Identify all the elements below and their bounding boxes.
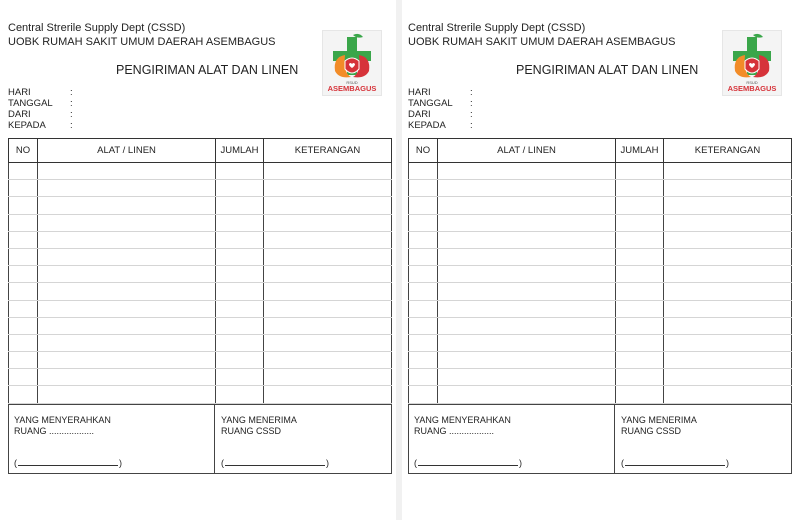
page-gutter [396,0,402,520]
table-row [409,214,792,231]
table-cell[interactable] [38,369,216,386]
items-table [8,138,392,404]
table-cell[interactable] [264,352,392,369]
table-cell[interactable] [664,300,792,317]
table-cell[interactable] [216,369,264,386]
receiver-signature-line: ( ) [621,458,729,468]
col-header-item: ALAT / LINEN [438,139,616,163]
table-row [9,283,392,300]
table-cell[interactable] [38,266,216,283]
table-row [9,386,392,403]
col-header-no: NO [409,139,438,163]
hospital-logo [722,30,782,96]
table-row [9,334,392,351]
form-title: PENGIRIMAN ALAT DAN LINEN [516,63,699,77]
table-cell[interactable] [9,300,38,317]
table-cell[interactable] [409,283,438,300]
col-header-notes: KETERANGAN [264,139,392,163]
table-cell[interactable] [616,266,664,283]
field-dari: DARI : [8,109,73,120]
table-cell[interactable] [438,214,616,231]
table-cell[interactable] [409,197,438,214]
table-cell[interactable] [216,231,264,248]
delivery-form-left [8,10,396,490]
table-cell[interactable] [409,352,438,369]
table-cell[interactable] [38,248,216,265]
sender-title: YANG MENYERAHKAN [14,415,111,425]
table-cell[interactable] [38,163,216,180]
field-tanggal: TANGGAL : [408,98,473,109]
field-kepada: KEPADA : [8,120,73,131]
table-cell[interactable] [264,386,392,403]
table-row [409,283,792,300]
table-cell[interactable] [38,352,216,369]
table-row [409,369,792,386]
table-cell[interactable] [664,163,792,180]
table-cell[interactable] [438,300,616,317]
table-cell[interactable] [438,283,616,300]
table-row [409,300,792,317]
table-cell[interactable] [616,334,664,351]
logo-caption: ASEMBAGUS [327,84,377,93]
table-row [409,386,792,403]
table-cell[interactable] [9,334,38,351]
table-row [9,369,392,386]
sender-block [14,415,111,437]
table-row [9,317,392,334]
table-cell[interactable] [409,231,438,248]
table-cell[interactable] [409,248,438,265]
table-cell[interactable] [664,214,792,231]
col-header-notes: KETERANGAN [664,139,792,163]
table-row [9,352,392,369]
table-cell[interactable] [409,163,438,180]
table-cell[interactable] [409,317,438,334]
table-row [409,317,792,334]
table-cell[interactable] [438,180,616,197]
table-cell[interactable] [264,231,392,248]
logo-caption: ASEMBAGUS [727,84,777,93]
table-cell[interactable] [264,369,392,386]
table-cell[interactable] [216,283,264,300]
table-cell[interactable] [216,317,264,334]
table-cell[interactable] [38,214,216,231]
col-header-qty: JUMLAH [216,139,264,163]
table-cell[interactable] [438,266,616,283]
table-cell[interactable] [438,386,616,403]
table-cell[interactable] [664,317,792,334]
field-tanggal: TANGGAL : [8,98,73,109]
sender-title: YANG MENYERAHKAN [414,415,511,425]
table-cell[interactable] [9,317,38,334]
table-cell[interactable] [264,266,392,283]
sender-room: RUANG .................. [14,426,95,436]
logo-tagline: RSUD [746,80,758,85]
col-header-qty: JUMLAH [616,139,664,163]
receiver-block [221,415,297,437]
table-cell[interactable] [616,231,664,248]
table-cell[interactable] [664,386,792,403]
table-cell[interactable] [438,369,616,386]
signature-block [8,404,392,474]
signature-divider [214,405,215,473]
table-cell[interactable] [616,386,664,403]
table-cell[interactable] [264,214,392,231]
table-cell[interactable] [409,180,438,197]
receiver-title: YANG MENERIMA [221,415,297,425]
table-cell[interactable] [616,352,664,369]
table-cell[interactable] [38,317,216,334]
signature-block [408,404,792,474]
table-cell[interactable] [216,248,264,265]
table-cell[interactable] [216,266,264,283]
table-row [409,266,792,283]
dept-name: Central Strerile Supply Dept (CSSD) [8,22,186,34]
table-cell[interactable] [409,214,438,231]
table-cell[interactable] [264,334,392,351]
table-cell[interactable] [9,369,38,386]
receiver-room: RUANG CSSD [221,426,282,436]
table-cell[interactable] [616,180,664,197]
table-cell[interactable] [264,283,392,300]
receiver-signature-line: ( ) [221,458,329,468]
field-dari: DARI : [408,109,473,120]
table-cell[interactable] [9,214,38,231]
table-cell[interactable] [216,352,264,369]
sender-signature-line: ( ) [14,458,122,468]
field-kepada: KEPADA : [408,120,473,131]
table-cell[interactable] [438,231,616,248]
table-row [9,300,392,317]
sender-block [414,415,511,437]
table-cell[interactable] [9,283,38,300]
sender-signature-line: ( ) [414,458,522,468]
table-row [9,231,392,248]
table-cell[interactable] [38,231,216,248]
table-cell[interactable] [438,334,616,351]
table-cell[interactable] [264,180,392,197]
table-cell[interactable] [9,180,38,197]
table-cell[interactable] [616,163,664,180]
table-cell[interactable] [409,369,438,386]
table-cell[interactable] [664,197,792,214]
delivery-form-right [408,10,796,490]
hospital-name: UOBK RUMAH SAKIT UMUM DAERAH ASEMBAGUS [408,36,676,48]
field-hari: HARI : [408,87,473,98]
table-cell[interactable] [616,197,664,214]
table-cell[interactable] [438,248,616,265]
table-cell[interactable] [616,248,664,265]
table-row [9,266,392,283]
table-cell[interactable] [216,163,264,180]
table-cell[interactable] [664,369,792,386]
table-row [409,352,792,369]
table-cell[interactable] [216,180,264,197]
table-cell[interactable] [216,300,264,317]
table-row [9,163,392,180]
table-cell[interactable] [409,386,438,403]
dept-name: Central Strerile Supply Dept (CSSD) [408,22,586,34]
table-cell[interactable] [216,334,264,351]
table-cell[interactable] [216,386,264,403]
table-cell[interactable] [616,283,664,300]
col-header-no: NO [9,139,38,163]
table-cell[interactable] [264,248,392,265]
table-cell[interactable] [264,197,392,214]
signature-divider [614,405,615,473]
table-cell[interactable] [664,352,792,369]
table-row [409,248,792,265]
table-row [9,180,392,197]
table-row [409,163,792,180]
table-cell[interactable] [216,197,264,214]
table-cell[interactable] [9,386,38,403]
table-cell[interactable] [264,317,392,334]
table-cell[interactable] [616,317,664,334]
receiver-room: RUANG CSSD [621,426,682,436]
items-table [408,138,792,404]
receiver-block [621,415,697,437]
table-cell[interactable] [38,386,216,403]
table-cell[interactable] [216,214,264,231]
table-row [409,180,792,197]
table-cell[interactable] [38,334,216,351]
table-cell[interactable] [38,300,216,317]
table-cell[interactable] [9,231,38,248]
hospital-logo [322,30,382,96]
form-title: PENGIRIMAN ALAT DAN LINEN [116,63,299,77]
table-row [409,231,792,248]
table-cell[interactable] [9,197,38,214]
table-cell[interactable] [438,352,616,369]
sender-room: RUANG .................. [414,426,495,436]
table-cell[interactable] [409,300,438,317]
table-cell[interactable] [9,266,38,283]
table-row [409,197,792,214]
table-cell[interactable] [409,334,438,351]
logo-tagline: RSUD [346,80,358,85]
table-row [9,214,392,231]
table-cell[interactable] [616,300,664,317]
table-cell[interactable] [664,231,792,248]
table-row [409,334,792,351]
table-cell[interactable] [9,352,38,369]
receiver-title: YANG MENERIMA [621,415,697,425]
table-cell[interactable] [438,163,616,180]
table-cell[interactable] [264,163,392,180]
table-cell[interactable] [664,180,792,197]
table-cell[interactable] [264,300,392,317]
hospital-name: UOBK RUMAH SAKIT UMUM DAERAH ASEMBAGUS [8,36,276,48]
table-cell[interactable] [409,266,438,283]
table-cell[interactable] [664,334,792,351]
col-header-item: ALAT / LINEN [38,139,216,163]
table-cell[interactable] [9,248,38,265]
table-cell[interactable] [664,248,792,265]
table-cell[interactable] [664,283,792,300]
table-cell[interactable] [38,283,216,300]
table-cell[interactable] [438,317,616,334]
table-cell[interactable] [38,180,216,197]
table-row [9,248,392,265]
table-row [9,197,392,214]
table-cell[interactable] [438,197,616,214]
table-cell[interactable] [616,214,664,231]
table-cell[interactable] [616,369,664,386]
table-cell[interactable] [9,163,38,180]
table-cell[interactable] [664,266,792,283]
table-cell[interactable] [38,197,216,214]
field-hari: HARI : [8,87,73,98]
